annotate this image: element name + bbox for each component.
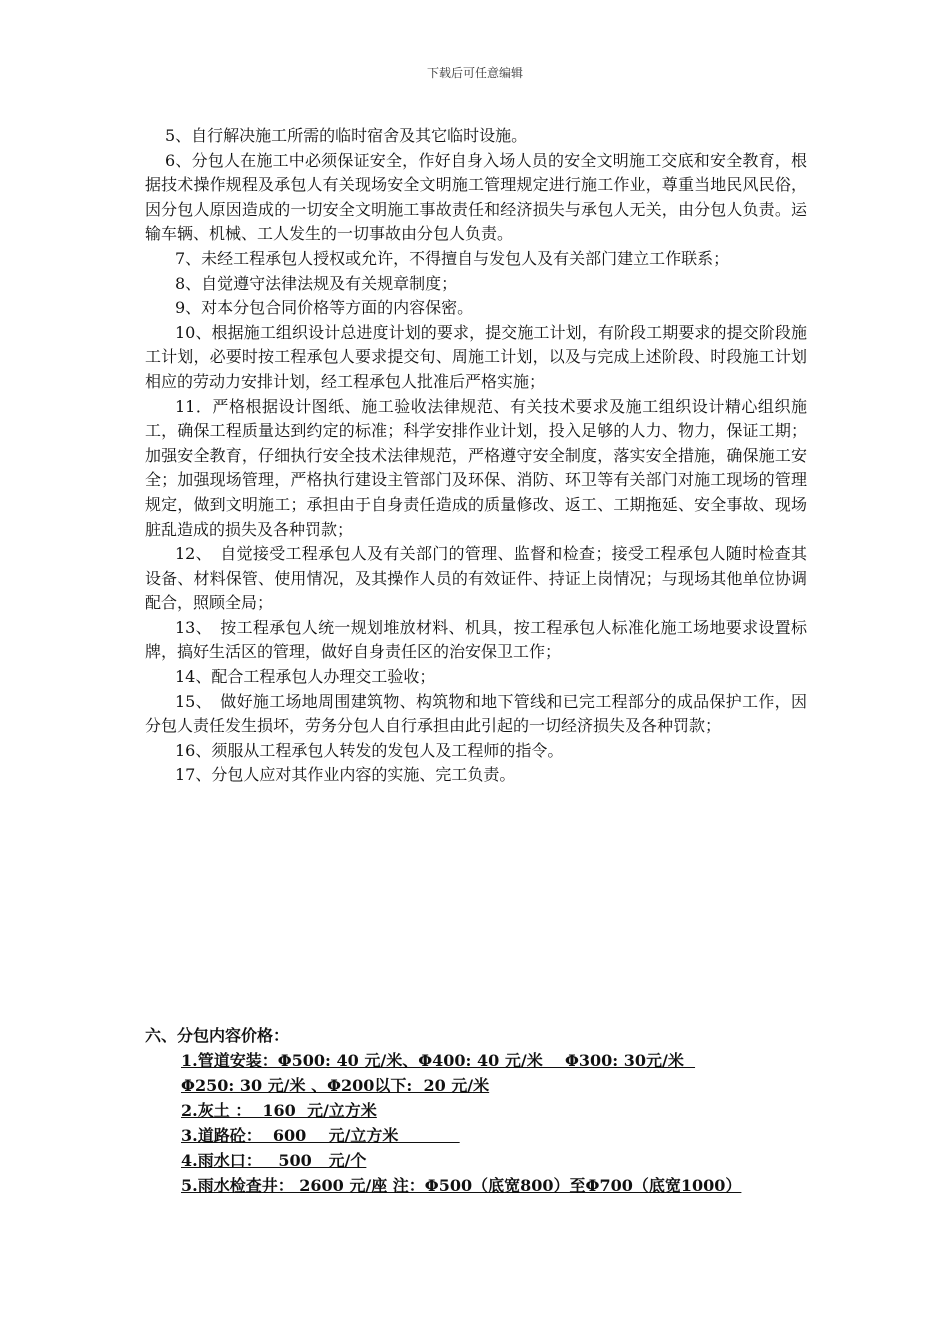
paragraph-7: 7、未经工程承包人授权或允许，不得擅自与发包人及有关部门建立工作联系； bbox=[175, 248, 730, 268]
paragraph-13: 13、 按工程承包人统一规划堆放材料、机具，按工程承包人标准化施工场地要求设置标牌，搞好生活区的管理，做好自身责任区的治安保卫工作； bbox=[145, 617, 807, 662]
paragraph-16: 16、须服从工程承包人转发的发包人及工程师的指令。 bbox=[175, 740, 564, 760]
price-item-pipe: 1.管道安装：Φ500: 40 元/米、Φ400: 40 元/米 Φ300: 30元/米 bbox=[181, 1051, 696, 1070]
paragraph-14: 14、配合工程承包人办理交工验收； bbox=[175, 667, 436, 687]
paragraph-6: 6、分包人在施工中必须保证安全，作好自身入场人员的安全文明施工交底和安全教育，根据技术操作规程及承包人有关现场安全文明施工管理规定进行施工作业，尊重当地民风民俗，因分包人原因造成的一切安全文明施工事故责任和经济损失与承包人无关，由分包人负责。运输车辆、机械、工人发生的一切事故由分包人负责。 bbox=[145, 150, 807, 244]
price-item-road-concrete: 3.道路砼： 600 元/立方米 bbox=[181, 1126, 460, 1145]
price-item-pipe-small: Φ250: 30 元/米 、Φ200以下: 20 元/米 bbox=[181, 1076, 490, 1095]
paragraph-5: 5、自行解决施工所需的临时宿舍及其它临时设施。 bbox=[165, 126, 528, 145]
section-title: 六、分包内容价格： bbox=[145, 1026, 290, 1045]
price-item-rain-inlet: 4.雨水口： 500 元/个 bbox=[181, 1151, 367, 1170]
paragraph-8: 8、自觉遵守法律法规及有关规章制度； bbox=[175, 273, 458, 293]
page-header-note: 下载后可任意编辑 bbox=[426, 66, 523, 80]
price-item-lime-soil: 2.灰土 ： 160 元/立方米 bbox=[181, 1101, 377, 1120]
paragraph-11: 11．严格根据设计图纸、施工验收法律规范、有关技术要求及施工组织设计精心组织施工，确保工程质量达到约定的标准；科学安排作业计划，投入足够的人力、物力，保证工期；加强安全教育，仔细执行安全技术法律规范，严格遵守安全制度，落实安全措施，确保施工安全；加强现场管理，严格执行建设主管部门及环保、消防、环卫等有关部门对施工现场的管理规定，做到文明施工；承担由于自身责任造成的质量修改、返工、工期拖延、安全事故、现场脏乱造成的损失及各种罚款； bbox=[145, 396, 807, 539]
price-section bbox=[145, 1023, 807, 1198]
price-item-inspection-well: 5.雨水检查井： 2600 元/座 注：Φ500（底宽800）至Φ700（底宽1000） bbox=[181, 1176, 742, 1195]
paragraph-12: 12、 自觉接受工程承包人及有关部门的管理、监督和检查；接受工程承包人随时检查其设备、材料保管、使用情况，及其操作人员的有效证件、持证上岗情况；与现场其他单位协调配合，照顾全局； bbox=[145, 544, 807, 613]
paragraph-10: 10、根据施工组织设计总进度计划的要求，提交施工计划，有阶段工期要求的提交阶段施工计划，必要时按工程承包人要求提交旬、周施工计划，以及与完成上述阶段、时段施工计划相应的劳动力安排计划，经工程承包人批准后严格实施； bbox=[145, 322, 807, 391]
document-body bbox=[145, 124, 807, 788]
paragraph-9: 9、对本分包合同价格等方面的内容保密。 bbox=[175, 298, 474, 318]
paragraph-15: 15、 做好施工场地周围建筑物、构筑物和地下管线和已完工程部分的成品保护工作，因分包人责任发生损坏，劳务分包人自行承担由此引起的一切经济损失及各种罚款； bbox=[145, 691, 807, 736]
paragraph-17: 17、分包人应对其作业内容的实施、完工负责。 bbox=[175, 765, 516, 785]
